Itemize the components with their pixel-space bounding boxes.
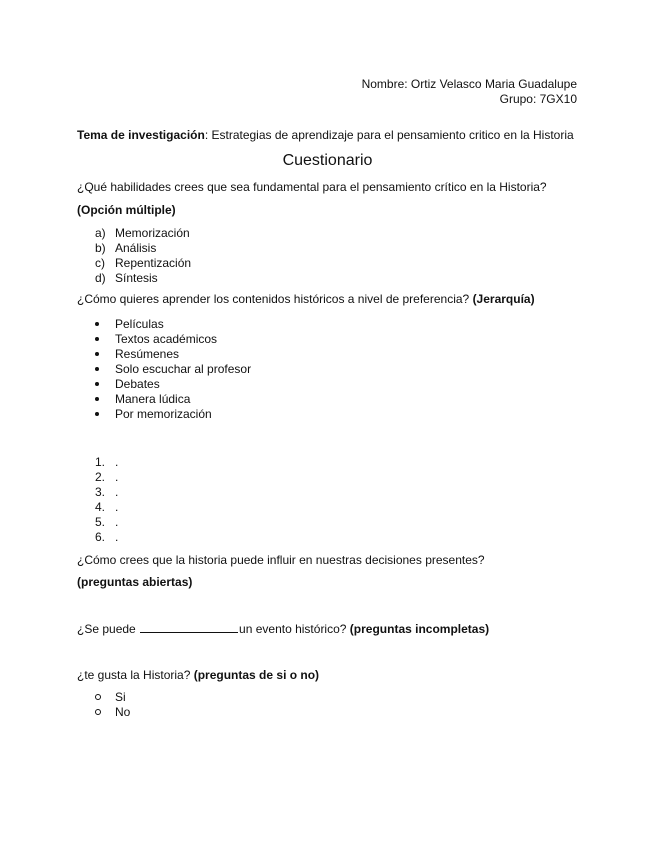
rank-text: . bbox=[115, 455, 119, 469]
list-item bbox=[95, 377, 251, 392]
question-3: ¿Cómo crees que la historia puede influir en nuestras decisiones presentes? bbox=[77, 553, 485, 567]
list-item bbox=[95, 362, 251, 377]
research-topic bbox=[77, 128, 597, 143]
item-text: Solo escuchar al profesor bbox=[115, 362, 252, 376]
option-marker: a) bbox=[95, 226, 106, 240]
option-text: No bbox=[115, 705, 131, 719]
rank-marker: 6. bbox=[95, 530, 106, 544]
option-text: Análisis bbox=[115, 241, 157, 255]
question-4 bbox=[77, 622, 489, 637]
rank-text: . bbox=[115, 515, 119, 529]
rank-text: . bbox=[115, 485, 119, 499]
question-2-items bbox=[95, 317, 251, 422]
circle-bullet-icon bbox=[95, 694, 101, 700]
item-text: Textos académicos bbox=[115, 332, 218, 346]
list-item bbox=[95, 271, 191, 286]
option-marker: b) bbox=[95, 241, 106, 255]
rank-text: . bbox=[115, 500, 119, 514]
question-3-type: (preguntas abiertas) bbox=[77, 575, 193, 589]
question-2-type: (Jerarquía) bbox=[472, 292, 535, 306]
rank-marker: 4. bbox=[95, 500, 106, 514]
question-5-text: ¿te gusta la Historia? bbox=[77, 668, 194, 682]
list-item bbox=[95, 332, 251, 347]
rank-marker: 5. bbox=[95, 515, 106, 529]
item-text: Películas bbox=[115, 317, 164, 331]
list-item bbox=[95, 530, 118, 545]
bullet-icon bbox=[95, 322, 99, 326]
option-marker: c) bbox=[95, 256, 105, 270]
question-1-options bbox=[95, 226, 191, 286]
question-4-prefix: ¿Se puede bbox=[77, 622, 140, 636]
circle-bullet-icon bbox=[95, 709, 101, 715]
option-text: Síntesis bbox=[115, 271, 158, 285]
list-item bbox=[95, 515, 118, 530]
question-4-suffix: un evento histórico? bbox=[239, 622, 350, 636]
item-text: Resúmenes bbox=[115, 347, 180, 361]
list-item bbox=[95, 455, 118, 470]
option-text: Repentización bbox=[115, 256, 192, 270]
bullet-icon bbox=[95, 412, 99, 416]
option-marker: d) bbox=[95, 271, 106, 285]
bullet-icon bbox=[95, 367, 99, 371]
list-item bbox=[95, 256, 191, 271]
question-2 bbox=[77, 292, 535, 307]
rank-text: . bbox=[115, 470, 119, 484]
question-2-ranking bbox=[95, 455, 118, 545]
item-text: Por memorización bbox=[115, 407, 212, 421]
topic-text: : Estrategias de aprendizaje para el pensamiento critico en la Historia bbox=[204, 128, 574, 142]
item-text: Debates bbox=[115, 377, 160, 391]
student-group: Grupo: 7GX10 bbox=[499, 92, 577, 106]
list-item bbox=[95, 317, 251, 332]
rank-marker: 2. bbox=[95, 470, 106, 484]
question-1: ¿Qué habilidades crees que sea fundamental para el pensamiento crítico en la Historia? bbox=[77, 180, 547, 194]
page-title: Cuestionario bbox=[282, 152, 373, 169]
rank-marker: 1. bbox=[95, 455, 106, 469]
item-text: Manera lúdica bbox=[115, 392, 191, 406]
question-5-options bbox=[95, 690, 130, 720]
question-2-text: ¿Cómo quieres aprender los contenidos históricos a nivel de preferencia? bbox=[77, 292, 473, 306]
list-item bbox=[95, 485, 118, 500]
rank-marker: 3. bbox=[95, 485, 106, 499]
list-item bbox=[95, 347, 251, 362]
bullet-icon bbox=[95, 352, 99, 356]
bullet-icon bbox=[95, 337, 99, 341]
option-text: Si bbox=[115, 690, 126, 704]
question-4-type: (preguntas incompletas) bbox=[349, 622, 490, 636]
list-item bbox=[95, 470, 118, 485]
list-item bbox=[95, 241, 191, 256]
question-5 bbox=[77, 668, 319, 683]
topic-label: Tema de investigación bbox=[77, 128, 205, 142]
question-5-type: (preguntas de si o no) bbox=[193, 668, 320, 682]
bullet-icon bbox=[95, 382, 99, 386]
list-item bbox=[95, 500, 118, 515]
student-name: Nombre: Ortiz Velasco Maria Guadalupe bbox=[361, 77, 577, 91]
list-item bbox=[95, 407, 251, 422]
option-text: Memorización bbox=[115, 226, 190, 240]
list-item bbox=[95, 690, 130, 705]
fill-in-blank bbox=[140, 622, 238, 633]
question-1-type: (Opción múltiple) bbox=[77, 203, 176, 217]
student-header bbox=[177, 77, 577, 107]
list-item bbox=[95, 705, 130, 720]
list-item bbox=[95, 392, 251, 407]
bullet-icon bbox=[95, 397, 99, 401]
rank-text: . bbox=[115, 530, 119, 544]
list-item bbox=[95, 226, 191, 241]
